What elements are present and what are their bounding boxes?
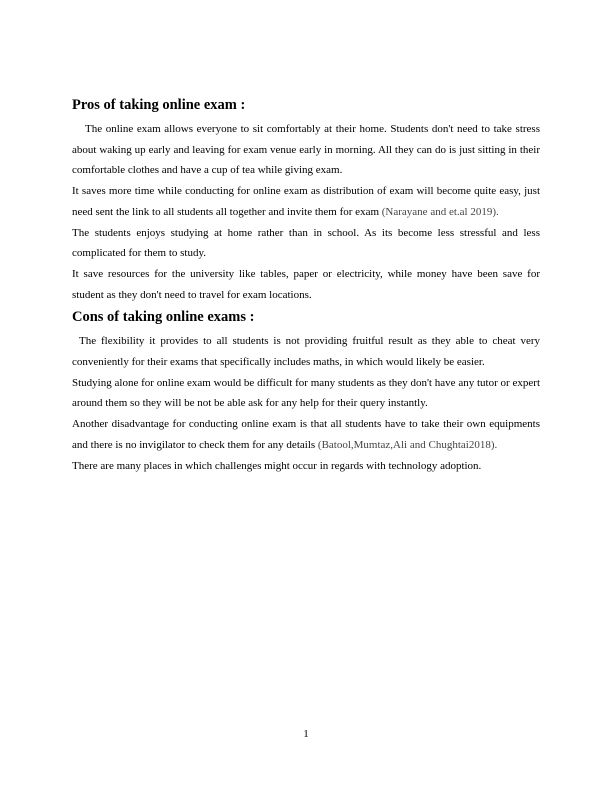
cons-paragraph-3-text: Another disadvantage for conducting online exam is that all students have to take their own equipments and there is no invigilator to check them for any details	[72, 418, 540, 451]
pros-paragraph-2	[72, 181, 540, 222]
cons-citation: (Batool,Mumtaz,Ali and Chughtai2018).	[317, 438, 498, 451]
cons-paragraph-4: There are many places in which challenges might occur in regards with technology adoption.	[72, 459, 482, 472]
document-body	[72, 96, 540, 476]
cons-paragraph-3	[72, 414, 540, 455]
pros-heading: Pros of taking online exam :	[72, 97, 246, 113]
cons-paragraph-2: Studying alone for online exam would be difficult for many students as they don't have any tutor or expert around them so they will be not be able ask for any help for their query instantly.	[72, 376, 540, 410]
pros-paragraph-2-text: It saves more time while conducting for online exam as distribution of exam will become quite easy, just need sent the link to all students all together and invite them for exam	[72, 185, 540, 218]
pros-paragraph-4: It save resources for the university like tables, paper or electricity, while money have been save for student as they don't need to travel for exam locations.	[72, 267, 540, 301]
pros-paragraph-3: The students enjoys studying at home rather than in school. As its become less stressful and less complicated for them to study.	[72, 226, 540, 260]
page-number: 1	[303, 728, 309, 740]
cons-heading: Cons of taking online exams :	[72, 309, 255, 326]
pros-citation: (Narayane and et.al 2019).	[381, 205, 499, 218]
cons-paragraph-1: The flexibility it provides to all students is not providing fruitful result as they able to cheat very conveniently for their exams that specifically includes maths, in which would likely be easier.	[72, 335, 540, 369]
pros-paragraph-1: The online exam allows everyone to sit comfortably at their home. Students don't need to take stress about waking up early and leaving for exam venue early in morning. All they can do is just sitting in their comfortable clothes and have a cup of tea while giving exam.	[72, 123, 540, 177]
